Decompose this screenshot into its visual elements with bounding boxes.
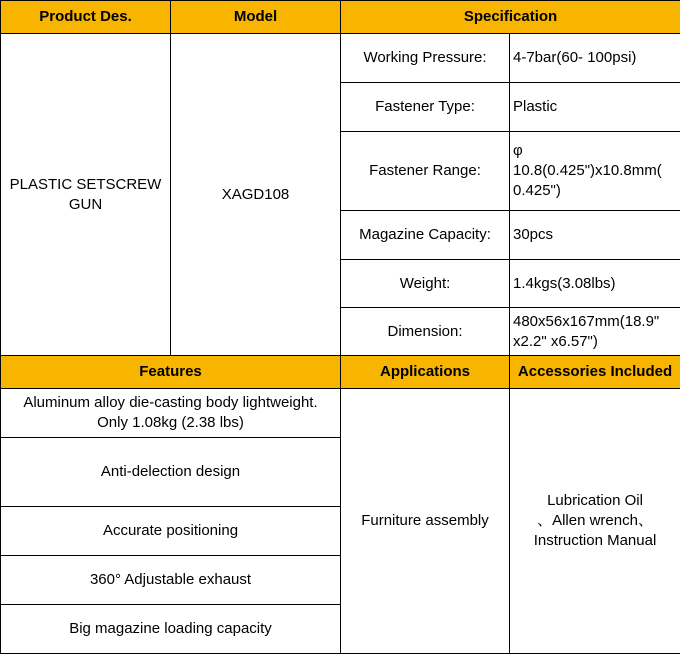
header-product-des: Product Des.	[1, 1, 171, 34]
feature-item: Aluminum alloy die-casting body lightweight. Only 1.08kg (2.38 lbs)	[1, 389, 341, 438]
spec-value: Plastic	[510, 83, 680, 132]
spec-label: Fastener Type:	[341, 83, 510, 132]
applications-cell: Furniture assembly	[341, 389, 510, 654]
spec-value: 30pcs	[510, 211, 680, 260]
spec-label: Working Pressure:	[341, 34, 510, 83]
header-accessories: Accessories Included	[510, 356, 680, 389]
header-row	[1, 1, 680, 34]
product-name-cell: PLASTIC SETSCREW GUN	[1, 34, 171, 356]
spec-label: Fastener Range:	[341, 132, 510, 211]
header-applications: Applications	[341, 356, 510, 389]
spec-row	[1, 34, 680, 83]
spec-label: Dimension:	[341, 308, 510, 356]
model-cell: XAGD108	[171, 34, 341, 356]
spec-value: 4-7bar(60- 100psi)	[510, 34, 680, 83]
accessories-cell: Lubrication Oil 、Allen wrench、 Instruction Manual	[510, 389, 680, 654]
header-features: Features	[1, 356, 341, 389]
spec-value: 1.4kgs(3.08lbs)	[510, 260, 680, 308]
header-model: Model	[171, 1, 341, 34]
feature-item: Big magazine loading capacity	[1, 605, 341, 654]
feature-item: 360° Adjustable exhaust	[1, 556, 341, 605]
feature-item: Accurate positioning	[1, 507, 341, 556]
header-specification: Specification	[341, 1, 680, 34]
spec-label: Weight:	[341, 260, 510, 308]
spec-label: Magazine Capacity:	[341, 211, 510, 260]
feature-item: Anti-delection design	[1, 438, 341, 507]
spec-value: 480x56x167mm(18.9" x2.2" x6.57")	[510, 308, 680, 356]
spec-value: φ 10.8(0.425")x10.8mm( 0.425")	[510, 132, 680, 211]
feature-row	[1, 389, 680, 438]
section2-header-row	[1, 356, 680, 389]
